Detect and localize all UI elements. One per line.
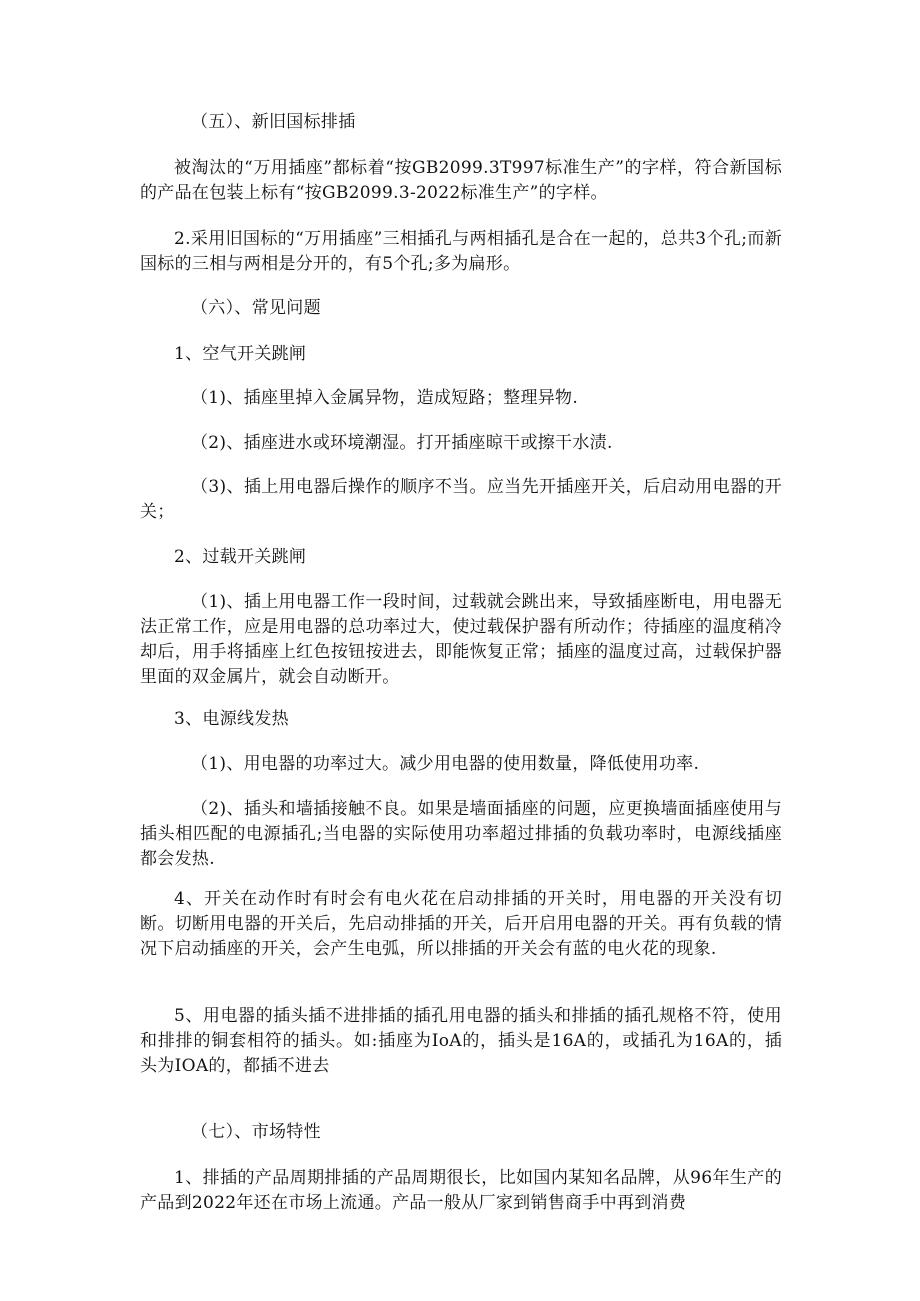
section-heading-7: （七）、市场特性 — [191, 1122, 321, 1142]
paragraph: 4、开关在动作时有时会有电火花在启动排插的开关时，用电器的开关没有切断。切断用电器的开关后，先启动排插的开关，后开启用电器的开关。再有负载的情况下启动插座的开关，会产生电弧，所以排插的开关会有蓝的电火花的现象. — [140, 889, 782, 959]
list-item: （2)、插头和墙插接触不良。如果是墙面插座的问题，应更换墙面插座使用与插头相匹配的电源插孔;当电器的实际使用功率超过排插的负载功率时，电源线插座都会发热. — [140, 799, 782, 869]
subheading: 3、电源线发热 — [174, 709, 289, 729]
paragraph: 1、排插的产品周期排插的产品周期很长，比如国内某知名品牌，从96年生产的产品到2022年还在市场上流通。产品一般从厂家到销售商手中再到消费 — [140, 1168, 782, 1213]
list-item: （1)、用电器的功率过大。减少用电器的使用数量，降低使用功率. — [191, 754, 700, 774]
section-heading-5: （五）、新旧国标排插 — [191, 112, 356, 132]
subheading: 1、空气开关跳闸 — [174, 344, 307, 364]
paragraph: 2.采用旧国标的“万用插座”三相插孔与两相插孔是合在一起的，总共3个孔;而新国标的三相与两相是分开的，有5个孔;多为扁形。 — [140, 229, 782, 274]
paragraph: 5、用电器的插头插不进排插的插孔用电器的插头和排插的插孔规格不符，使用和排排的铜套相符的插头。如:插座为IoA的，插头是16A的，或插孔为16A的，插头为IOA的，都插不进去 — [140, 1006, 782, 1076]
list-item: （2)、插座进水或环境潮湿。打开插座晾干或擦干水渍. — [191, 433, 613, 453]
paragraph: 被淘汰的“万用插座”都标着“按GB2099.3T997标准生产”的字样，符合新国标的产品在包装上标有“按GB2099.3-2022标准生产”的字样。 — [140, 158, 782, 203]
subheading: 2、过载开关跳闸 — [174, 547, 307, 567]
list-item: （1)、插座里掉入金属异物，造成短路；整理异物. — [191, 388, 579, 408]
list-item: （1)、插上用电器工作一段时间，过载就会跳出来，导致插座断电，用电器无法正常工作，应是用电器的总功率过大，使过载保护器有所动作；待插座的温度稍冷却后，用手将插座上红色按钮按进去，即能恢复正常；插座的温度过高，过载保护器里面的双金属片，就会自动断开。 — [140, 592, 782, 687]
section-heading-6: （六）、常见问题 — [191, 298, 321, 318]
list-item: （3)、插上用电器后操作的顺序不当。应当先开插座开关，后启动用电器的开关； — [140, 477, 782, 522]
